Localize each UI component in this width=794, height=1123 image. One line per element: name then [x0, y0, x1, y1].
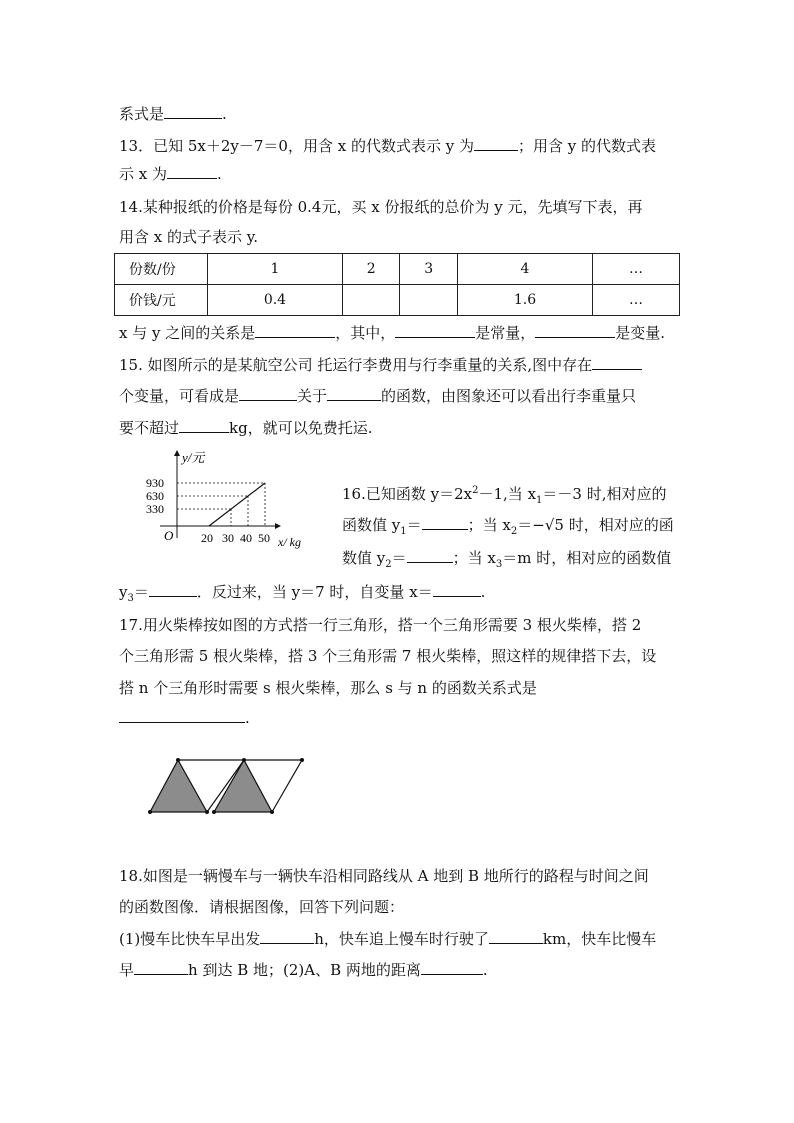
triangle-3 [214, 760, 272, 812]
q16-sub: 1 [536, 495, 543, 506]
q16-text: 16.已知函数 y＝2x [342, 485, 473, 503]
q15-line2 [119, 386, 636, 406]
price-table [114, 253, 680, 316]
q16-text: y [119, 583, 128, 601]
q18-text1: 18.如图是一辆慢车与一辆快车沿相同路线从 A 地到 B 地所行的路程与时间之间 [119, 867, 649, 885]
q16-text: ＝ [391, 549, 407, 567]
matchstick-triangles [140, 752, 340, 842]
q14-after3: 是常量， [475, 324, 536, 342]
q16-sub: 3 [127, 593, 134, 604]
sqrt5: √5 [544, 516, 564, 534]
x-tick-40: 40 [240, 531, 252, 545]
q18-blank4 [421, 960, 483, 975]
q13-line1 [119, 136, 656, 156]
q16-line1 [342, 481, 667, 511]
q17-text3: 搭 n 个三角形时需要 s 根火柴棒，那么 s 与 n 的函数关系式是 [119, 679, 537, 697]
q15-text2b: 关于 [297, 387, 328, 405]
table-row [115, 254, 680, 285]
q13-blank1 [474, 136, 518, 151]
q14-text1: 14.某种报纸的价格是每份 0.4元，买 x 份报纸的总价为 y 元，先填写下表，再 [119, 198, 643, 216]
x-axis-label: x/ kg [278, 535, 301, 549]
q16-blank2 [407, 548, 453, 563]
q16-text: ＝－3 时,相对应的 [542, 485, 667, 503]
q13-line2: 示 x 为 . [119, 165, 222, 183]
q16-sub: 1 [400, 526, 407, 537]
triangle-1 [150, 760, 207, 812]
table-cell: … [592, 285, 679, 316]
x-tick-50: 50 [258, 531, 270, 545]
q14-line1 [119, 197, 643, 217]
q18-line1 [119, 866, 649, 886]
q18-line4 [119, 960, 488, 980]
q15-blank4 [179, 418, 229, 433]
luggage-fee-graph [140, 448, 340, 558]
q15-blank3 [327, 386, 381, 401]
q12-blank [164, 104, 222, 119]
q12-tail-line: 系式是 . [119, 105, 227, 123]
q18-text: h，快车追上慢车时行驶了 [314, 930, 489, 948]
q18-text: 早 [119, 961, 135, 979]
q18-text: h 到达 B 地；(2)A、B 两地的距离 [188, 961, 421, 979]
q15-text2a: 个变量，可看成是 [119, 387, 240, 405]
q14-after1: x 与 y 之间的关系是 [119, 324, 256, 342]
q16-text: ＝ [406, 516, 422, 534]
q16-sub: 2 [385, 559, 392, 570]
q13-blank2 [167, 164, 217, 179]
q16-text: ＝− [517, 516, 545, 534]
table-cell: 4 [458, 254, 593, 285]
q17-text2: 个三角形需 5 根火柴棒，搭 3 个三角形需 7 根火柴棒，照这样的规律搭下去，设 [119, 647, 657, 665]
q18-line3 [119, 929, 656, 949]
q15-text1: 15. 如图所示的是某航空公司 托运行李费用与行李重量的关系,图中存在 [119, 356, 593, 374]
q16-text: ＝ [133, 583, 149, 601]
q16-text: 时，相对应的函 [563, 516, 674, 534]
q16-line4 [119, 582, 485, 609]
fee-line [209, 483, 265, 526]
q16-text: . [480, 583, 486, 601]
table-cell: 0.4 [208, 285, 343, 316]
q18-text2: 的函数图像．请根据图像，回答下列问题： [119, 898, 405, 916]
q13-text2: ；用含 y 的代数式表 [517, 137, 656, 155]
q15-blank2 [239, 386, 297, 401]
q18-text: km，快车比慢车 [542, 930, 657, 948]
q16-text: ＝m 时，相对应的函数值 [502, 549, 672, 567]
q13-text3: 示 x 为 [119, 165, 167, 183]
q18-text: (1)慢车比快车早出发 [119, 930, 261, 948]
q14-blank2 [395, 323, 475, 338]
q14-blank3 [535, 323, 615, 338]
q17-text1: 17.用火柴棒按如图的方式搭一行三角形，搭一个三角形需要 3 根火柴棒，搭 2 [119, 616, 642, 634]
q16-text: ．反过来，当 y＝7 时，自变量 x＝ [196, 583, 433, 601]
table-cell-head: 价钱/元 [115, 285, 208, 316]
table-cell [400, 285, 458, 316]
q17-line1 [119, 615, 641, 635]
q15-line3 [119, 418, 372, 438]
q16-text: 数值 y [342, 549, 386, 567]
q16-blank4 [433, 582, 481, 597]
x-tick-20: 20 [201, 531, 213, 545]
table-cell: 3 [400, 254, 458, 285]
q17-line3 [119, 678, 537, 698]
table-cell: 2 [342, 254, 400, 285]
y-tick-930: 930 [146, 476, 164, 490]
q16-text: ；当 x [452, 549, 496, 567]
q14-line2 [119, 227, 258, 247]
q16-sup: 2 [472, 485, 479, 496]
q16-text: ；当 x [467, 516, 511, 534]
q16-blank1 [422, 515, 468, 530]
q15-line1 [119, 355, 642, 375]
y-tick-630: 630 [146, 489, 164, 503]
y-tick-330: 330 [146, 502, 164, 516]
q15-text2c: 的函数，由图象还可以看出行李重量只 [381, 387, 637, 405]
table-cell: … [592, 254, 679, 285]
q18-line2 [119, 897, 404, 917]
q18-blank2 [489, 929, 543, 944]
q17-line2 [119, 646, 656, 666]
q15-text3b: kg，就可以免费托运. [229, 419, 373, 437]
q16-text: －1,当 x [478, 485, 537, 503]
q14-text2: 用含 x 的式子表示 y. [119, 228, 259, 246]
q17-blank [119, 708, 245, 723]
q12-text: 系式是 [119, 105, 165, 123]
q14-after2: ，其中， [335, 324, 396, 342]
q16-blank3 [149, 582, 197, 597]
q15-blank1 [592, 355, 642, 370]
table-cell [342, 285, 400, 316]
q14-blank1 [255, 323, 335, 338]
q18-blank1 [260, 929, 314, 944]
q17-line4: . [119, 708, 250, 728]
table-cell-head: 份数/份 [115, 254, 208, 285]
table-row [115, 285, 680, 316]
table-cell: 1 [208, 254, 343, 285]
q16-text: 函数值 y [342, 516, 401, 534]
q18-text: . [482, 961, 488, 979]
y-axis-label: y/元 [182, 450, 205, 465]
origin-label: O [164, 528, 174, 543]
q16-sub: 2 [510, 526, 518, 537]
q16-line2 [342, 515, 674, 542]
q16-sub: 3 [495, 559, 503, 570]
q13-text1: 13．已知 5x＋2y－7＝0，用含 x 的代数式表示 y 为 [119, 137, 474, 155]
q16-line3 [342, 548, 671, 575]
x-tick-30: 30 [222, 531, 234, 545]
q18-blank3 [134, 960, 188, 975]
q14-line3 [119, 323, 665, 343]
q15-text3a: 要不超过 [119, 419, 180, 437]
table-cell: 1.6 [458, 285, 593, 316]
q14-after4: 是变量. [615, 324, 666, 342]
